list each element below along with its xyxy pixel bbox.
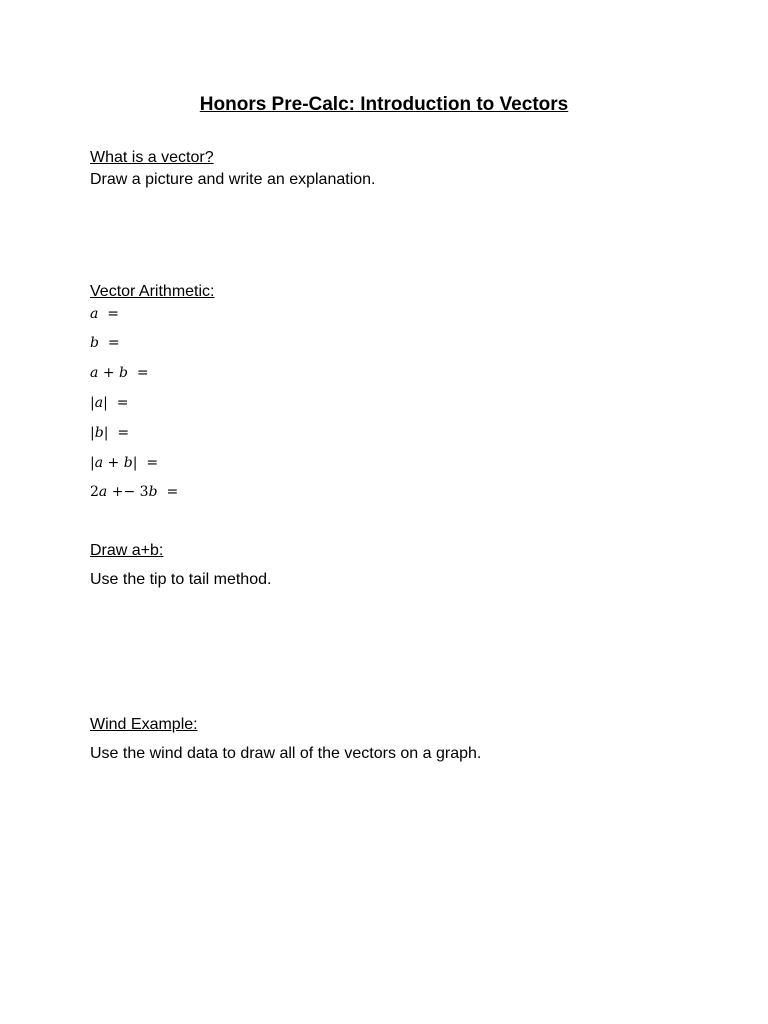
expression-magnitude-b: |b| = [90, 425, 130, 441]
expression-magnitude-a: |a| = [90, 395, 129, 411]
section-heading-what-is-vector: What is a vector? [90, 149, 214, 166]
section-heading-draw-a-plus-b: Draw a+b: [90, 542, 164, 559]
page-title: Honors Pre-Calc: Introduction to Vectors [199, 94, 569, 115]
section-heading-vector-arithmetic: Vector Arithmetic: [90, 283, 215, 300]
expression-a: a = [90, 306, 119, 322]
expression-magnitude-a-plus-b: |a + b| = [90, 455, 159, 471]
expression-2a-minus-3b: 2a +− 3b = [90, 484, 179, 500]
section-instruction-what-is-vector: Draw a picture and write an explanation. [90, 171, 376, 188]
section-heading-wind-example: Wind Example: [90, 716, 198, 733]
section-instruction-wind-example: Use the wind data to draw all of the vectors on a graph. [90, 745, 482, 762]
expression-b: b = [90, 335, 120, 351]
section-instruction-draw-a-plus-b: Use the tip to tail method. [90, 571, 272, 588]
expression-a-plus-b: a + b = [90, 365, 149, 381]
